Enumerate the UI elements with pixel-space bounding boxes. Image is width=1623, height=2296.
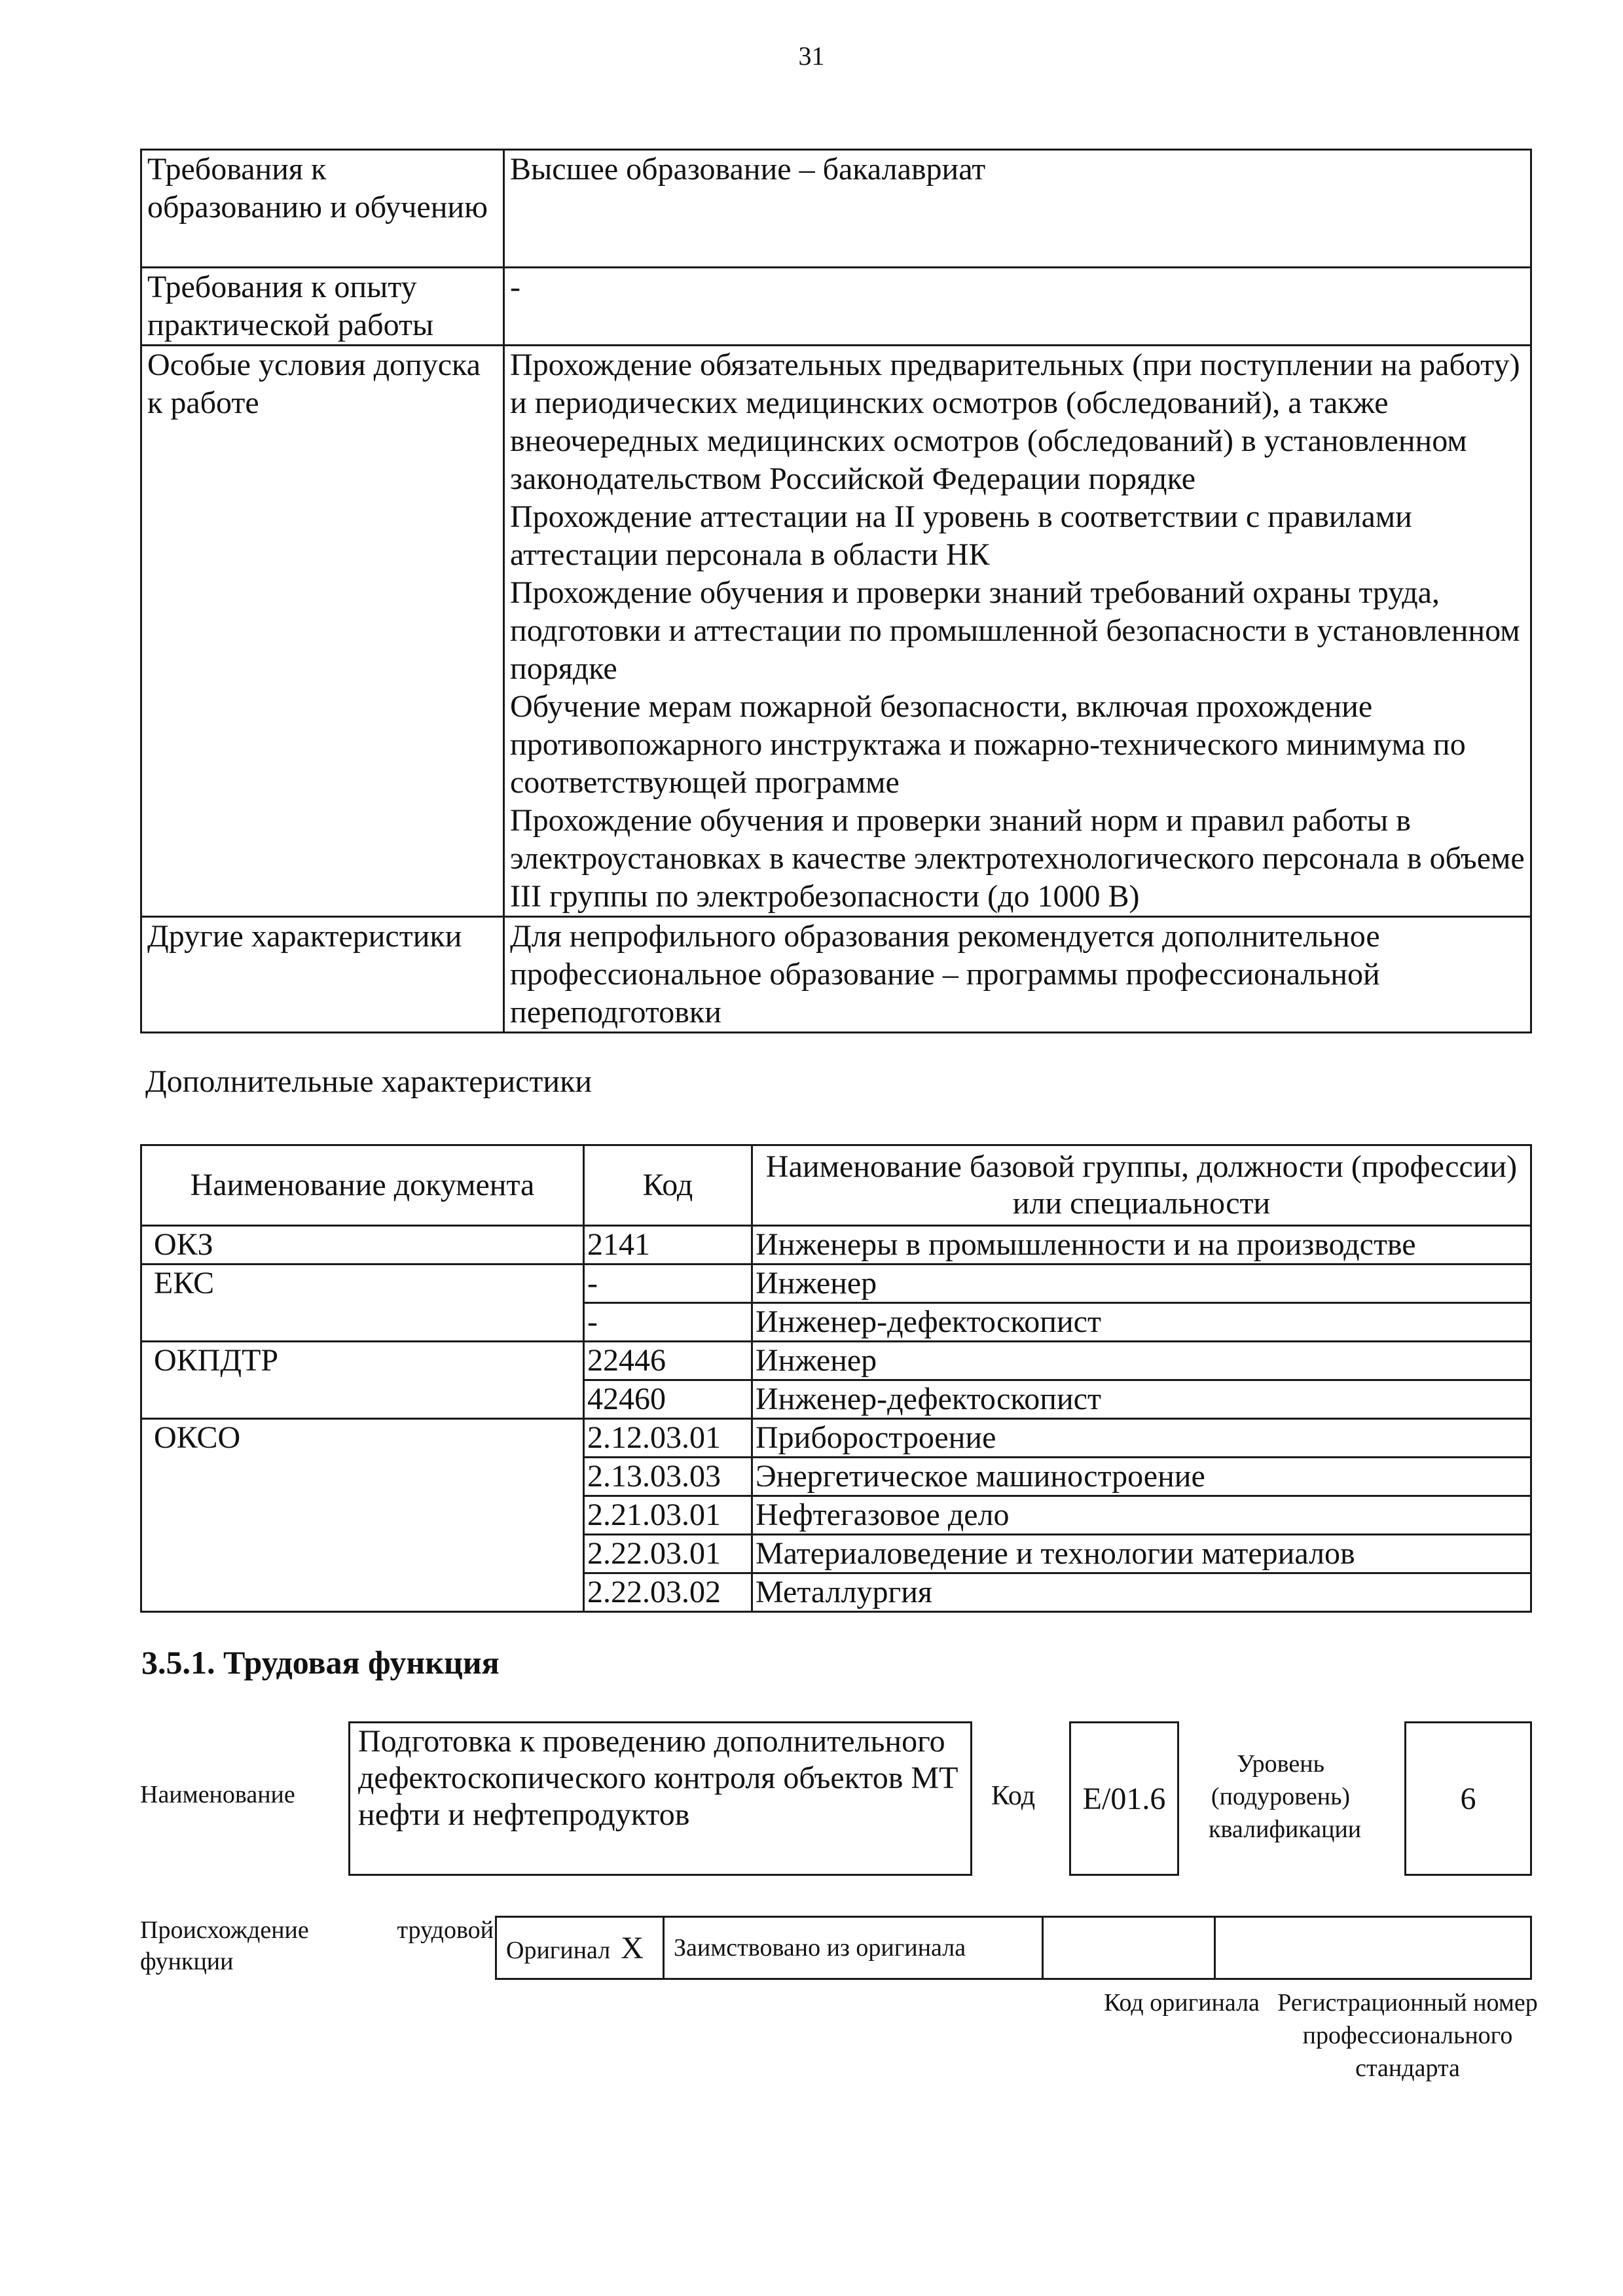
table-header-row: [141, 1145, 1531, 1226]
original-cell: [496, 1917, 664, 1979]
name-cell: Инженер: [752, 1342, 1531, 1380]
table-row: [141, 917, 1531, 1033]
condition-item: Прохождение аттестации на II уровень в соответствии с правилами аттестации персонала в области НК: [510, 499, 1412, 572]
table-row: [141, 1265, 1531, 1303]
code-cell: 22446: [584, 1342, 752, 1380]
origin-label-word-1: Происхождение: [140, 1916, 309, 1944]
header-code: Код: [584, 1145, 752, 1226]
header-doc: Наименование документа: [141, 1145, 584, 1226]
row-label: Другие характеристики: [141, 917, 504, 1033]
doc-cell: ЕКС: [141, 1265, 584, 1342]
name-cell: Инженеры в промышленности и на производстве: [752, 1226, 1531, 1265]
code-cell: -: [584, 1303, 752, 1342]
requirements-table: [140, 149, 1532, 1033]
code-cell: 2.22.03.01: [584, 1535, 752, 1573]
code-cell: 2141: [584, 1226, 752, 1265]
origin-label-word-3: функции: [140, 1948, 234, 1975]
function-title: 3.5.1. Трудовая функция: [141, 1644, 500, 1681]
table-row: [141, 1342, 1531, 1380]
doc-cell: ОКЗ: [141, 1226, 584, 1265]
table-row: [141, 1419, 1531, 1458]
code-cell: 2.22.03.02: [584, 1573, 752, 1612]
additional-title: Дополнительные характеристики: [145, 1064, 593, 1099]
name-cell: Металлургия: [752, 1573, 1531, 1612]
row-label: Требования к образованию и обучению: [141, 150, 504, 268]
doc-cell: ОКСО: [141, 1419, 584, 1612]
condition-item: Прохождение обучения и проверки знаний требований охраны труда, подготовки и аттестации по промышленной безопасности в установленном порядке: [510, 575, 1520, 686]
condition-item: Прохождение обучения и проверки знаний норм и правил работы в электроустановках в качестве электротехнологического персонала в объеме III группы по электробезопасности (до 1000 В): [510, 803, 1525, 914]
reg-number-cell: [1215, 1917, 1531, 1979]
row-value: Для непрофильного образования рекомендуется дополнительное профессиональное образование – программы профессиональной переподготовки: [504, 917, 1531, 1033]
name-cell: Инженер-дефектоскопист: [752, 1303, 1531, 1342]
additional-characteristics-table: [140, 1144, 1532, 1613]
name-cell: Приборостроение: [752, 1419, 1531, 1458]
name-cell: Энергетическое машиностроение: [752, 1458, 1531, 1496]
row-value: -: [504, 268, 1531, 346]
row-value: [504, 346, 1531, 917]
code-cell: 2.21.03.01: [584, 1496, 752, 1535]
row-label: Особые условия допуска к работе: [141, 346, 504, 917]
condition-item: Обучение мерам пожарной безопасности, включая прохождение противопожарного инструктажа и пожарно-технического минимума по соответствующей программе: [510, 689, 1466, 800]
name-cell: Нефтегазовое дело: [752, 1496, 1531, 1535]
function-code-box: E/01.6: [1069, 1721, 1179, 1876]
function-name-box: Подготовка к проведению дополнительного дефектоскопического контроля объектов МТ нефти и нефтепродуктов: [348, 1721, 972, 1876]
level-label: Уровень (подуровень) квалификации: [1209, 1750, 1362, 1843]
origin-label: [140, 1914, 494, 1977]
table-row: [496, 1917, 1531, 1979]
name-label: Наименование: [140, 1781, 295, 1808]
code-cell: 42460: [584, 1380, 752, 1419]
original-code-cell: [1043, 1917, 1215, 1979]
level-value-box: 6: [1404, 1721, 1532, 1876]
name-cell: Инженер-дефектоскопист: [752, 1380, 1531, 1419]
original-code-caption: Код оригинала: [1104, 1989, 1260, 2017]
row-value: Высшее образование – бакалавриат: [504, 150, 1531, 268]
page-number: 31: [798, 41, 825, 71]
code-cell: -: [584, 1265, 752, 1303]
origin-label-word-2: трудовой: [397, 1916, 494, 1944]
table-row: [141, 268, 1531, 346]
row-label: Требования к опыту практической работы: [141, 268, 504, 346]
original-mark: X: [621, 1930, 644, 1965]
reg-number-caption: Регистрационный номер профессионального стандарта: [1277, 1989, 1538, 2082]
code-cell: 2.12.03.01: [584, 1419, 752, 1458]
code-cell: 2.13.03.03: [584, 1458, 752, 1496]
table-row: [141, 1226, 1531, 1265]
header-name: Наименование базовой группы, должности (профессии) или специальности: [752, 1145, 1531, 1226]
table-row: [141, 346, 1531, 917]
condition-item: Прохождение обязательных предварительных (при поступлении на работу) и периодических медицинских осмотров (обследований), а также внеочередных медицинских осмотров (обследований) в установленном законодательством Российской Федерации порядке: [510, 348, 1520, 496]
borrowed-cell: Заимствовано из оригинала: [664, 1917, 1043, 1979]
original-label: Оригинал: [506, 1936, 611, 1964]
name-cell: Инженер: [752, 1265, 1531, 1303]
origin-table: [495, 1916, 1532, 1980]
code-label: Код: [991, 1781, 1036, 1811]
doc-cell: ОКПДТР: [141, 1342, 584, 1419]
table-row: [141, 150, 1531, 268]
name-cell: Материаловедение и технологии материалов: [752, 1535, 1531, 1573]
